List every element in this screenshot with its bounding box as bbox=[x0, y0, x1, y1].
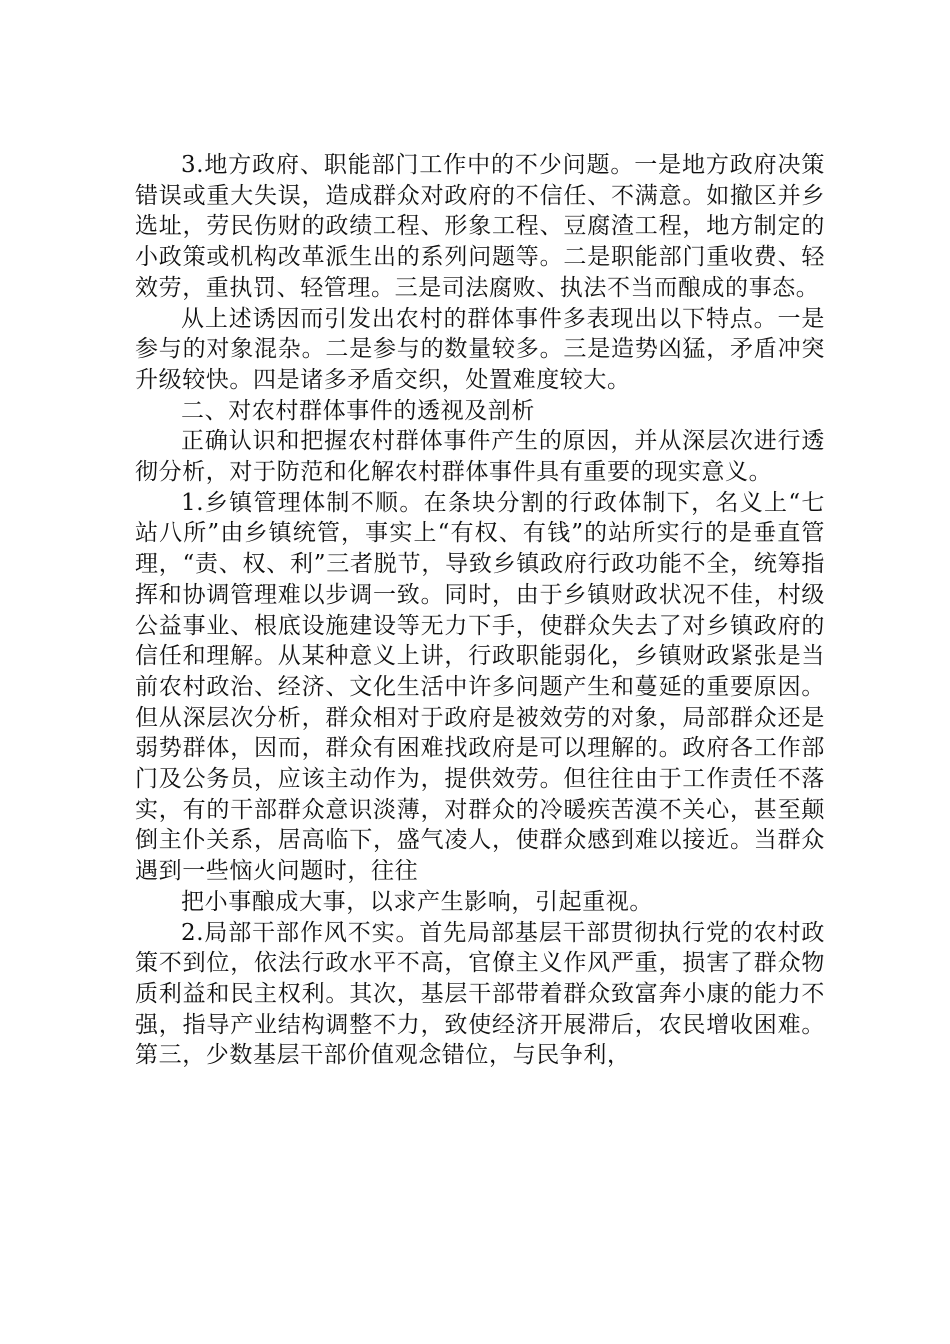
paragraph-incident-characteristics: 从上述诱因而引发出农村的群体事件多表现出以下特点。一是参与的对象混杂。二是参与的数量较多。三是造势凶猛，矛盾冲突升级较快。四是诸多矛盾交织，处置难度较大。 bbox=[135, 305, 825, 393]
paragraph-township-management: 1.乡镇管理体制不顺。在条块分割的行政体制下，名义上“七站八所”由乡镇统管，事实上“有权、有钱”的站所实行的是垂直管理，“责、权、利”三者脱节，导致乡镇政府行政功能不全，统筹指挥和协调管理难以步调一致。同时，由于乡镇财政状况不佳，村级公益事业、根底设施建设等无力下手，使群众失去了对乡镇政府的信任和理解。从某种意义上讲，行政职能弱化，乡镇财政紧张是当前农村政治、经济、文化生活中许多问题产生和蔓延的重要原因。但从深层次分析，群众相对于政府是被效劳的对象，局部群众还是弱势群体，因而，群众有困难找政府是可以理解的。政府各工作部门及公务员，应该主动作为，提供效劳。但往往由于工作责任不落实，有的干部群众意识淡薄，对群众的冷暖疾苦漠不关心，甚至颠倒主仆关系，居高临下，盛气凌人，使群众感到难以接近。当群众遇到一些恼火问题时，往往 bbox=[135, 489, 825, 885]
paragraph-local-government-problems: 3.地方政府、职能部门工作中的不少问题。一是地方政府决策错误或重大失误，造成群众对政府的不信任、不满意。如撤区并乡选址，劳民伤财的政绩工程、形象工程、豆腐渣工程，地方制定的小政策或机构改革派生出的系列问题等。二是职能部门重收费、轻效劳，重执罚、轻管理。三是司法腐败、执法不当而酿成的事态。 bbox=[135, 152, 825, 301]
paragraph-cadre-style: 2.局部干部作风不实。首先局部基层干部贯彻执行党的农村政策不到位，依法行政水平不高，官僚主义作风严重，损害了群众物质利益和民主权利。其次，基层干部带着群众致富奔小康的能力不强，指导产业结构调整不力，致使经济开展滞后，农民增收困难。第三，少数基层干部价值观念错位，与民争利， bbox=[135, 919, 825, 1069]
paragraph-analysis-intro: 正确认识和把握农村群体事件产生的原因，并从深层次进行透彻分析，对于防范和化解农村群体事件具有重要的现实意义。 bbox=[135, 428, 825, 486]
document-body bbox=[135, 150, 825, 1071]
section-heading-analysis: 二、对农村群体事件的透视及剖析 bbox=[181, 397, 535, 424]
paragraph-continuation: 把小事酿成大事，以求产生影响，引起重视。 bbox=[181, 888, 653, 915]
